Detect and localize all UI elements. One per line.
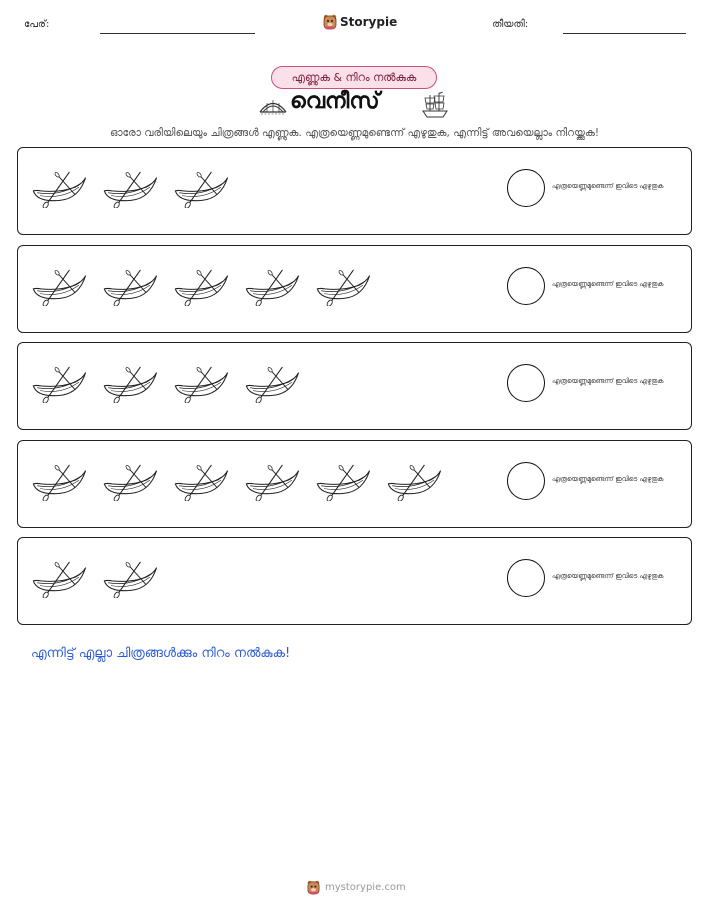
- date-label: തീയതി:: [492, 19, 529, 30]
- counting-row-3: [17, 342, 692, 430]
- answer-circle[interactable]: [507, 267, 545, 305]
- counting-row-5: [17, 537, 692, 625]
- boat-group: [30, 170, 230, 210]
- gondola-boat-icon: [172, 365, 230, 403]
- answer-circle[interactable]: [507, 559, 545, 597]
- answer-circle[interactable]: [507, 364, 545, 402]
- answer-circle[interactable]: [507, 462, 545, 500]
- gondola-boat-icon: [101, 268, 159, 306]
- counting-row-1: [17, 147, 692, 235]
- coloring-instruction: എന്നിട്ട് എല്ലാ ചിത്രങ്ങൾക്കും നിറം നൽകുക!: [31, 646, 291, 661]
- gondola-boat-icon: [172, 268, 230, 306]
- answer-label: എത്രയെണ്ണമുണ്ടെന്ന് ഇവിടെ എഴുതുക: [552, 182, 664, 190]
- answer-label: എത്രയെണ്ണമുണ്ടെന്ന് ഇവിടെ എഴുതുക: [552, 572, 664, 580]
- boat-group: [30, 560, 159, 600]
- site-footer: [307, 880, 406, 895]
- page-title: വെനീസ്: [290, 89, 380, 114]
- storypie-logo: [323, 14, 397, 30]
- gondola-boat-icon: [101, 560, 159, 598]
- gondola-boat-icon: [385, 463, 443, 501]
- boat-group: [30, 268, 372, 308]
- gondola-boat-icon: [30, 560, 88, 598]
- gondola-boat-icon: [314, 463, 372, 501]
- boat-group: [30, 365, 301, 405]
- activity-badge: എണ്ണുക & നിറം നൽകുക: [271, 66, 437, 89]
- counting-row-4: [17, 440, 692, 528]
- gondola-boat-icon: [101, 170, 159, 208]
- gondola-boat-icon: [101, 463, 159, 501]
- gondola-boat-icon: [172, 170, 230, 208]
- gondola-boat-icon: [101, 365, 159, 403]
- gondola-boat-icon: [243, 463, 301, 501]
- gondola-boat-icon: [30, 463, 88, 501]
- answer-label: എത്രയെണ്ണമുണ്ടെന്ന് ഇവിടെ എഴുതുക: [552, 475, 664, 483]
- answer-label: എത്രയെണ്ണമുണ്ടെന്ന് ഇവിടെ എഴുതുക: [552, 280, 664, 288]
- date-line[interactable]: [563, 33, 686, 34]
- storypie-bear-icon: [307, 880, 320, 895]
- name-label: പേര്:: [24, 19, 50, 30]
- instructions: ഓരോ വരിയിലെയും ചിത്രങ്ങൾ എണ്ണുക. എത്രയെണ്ണമുണ്ടെന്ന് എഴുതുക, എന്നിട്ട് അവയെല്ലാം നിറയ്ക്കുക!: [109, 127, 600, 139]
- logo-text: Storypie: [340, 15, 398, 29]
- gondola-boat-icon: [243, 365, 301, 403]
- gondola-boat-icon: [30, 365, 88, 403]
- counting-row-2: [17, 245, 692, 333]
- name-line[interactable]: [100, 33, 255, 34]
- bridge-icon: [258, 97, 288, 115]
- gondola-boat-icon: [30, 170, 88, 208]
- gondola-boat-icon: [314, 268, 372, 306]
- title-row: [0, 89, 709, 123]
- ship-icon: [420, 91, 450, 119]
- answer-circle[interactable]: [507, 169, 545, 207]
- gondola-boat-icon: [172, 463, 230, 501]
- storypie-bear-icon: [323, 14, 337, 30]
- gondola-boat-icon: [243, 268, 301, 306]
- boat-group: [30, 463, 443, 503]
- answer-label: എത്രയെണ്ണമുണ്ടെന്ന് ഇവിടെ എഴുതുക: [552, 377, 664, 385]
- gondola-boat-icon: [30, 268, 88, 306]
- site-url[interactable]: mystorypie.com: [325, 882, 406, 893]
